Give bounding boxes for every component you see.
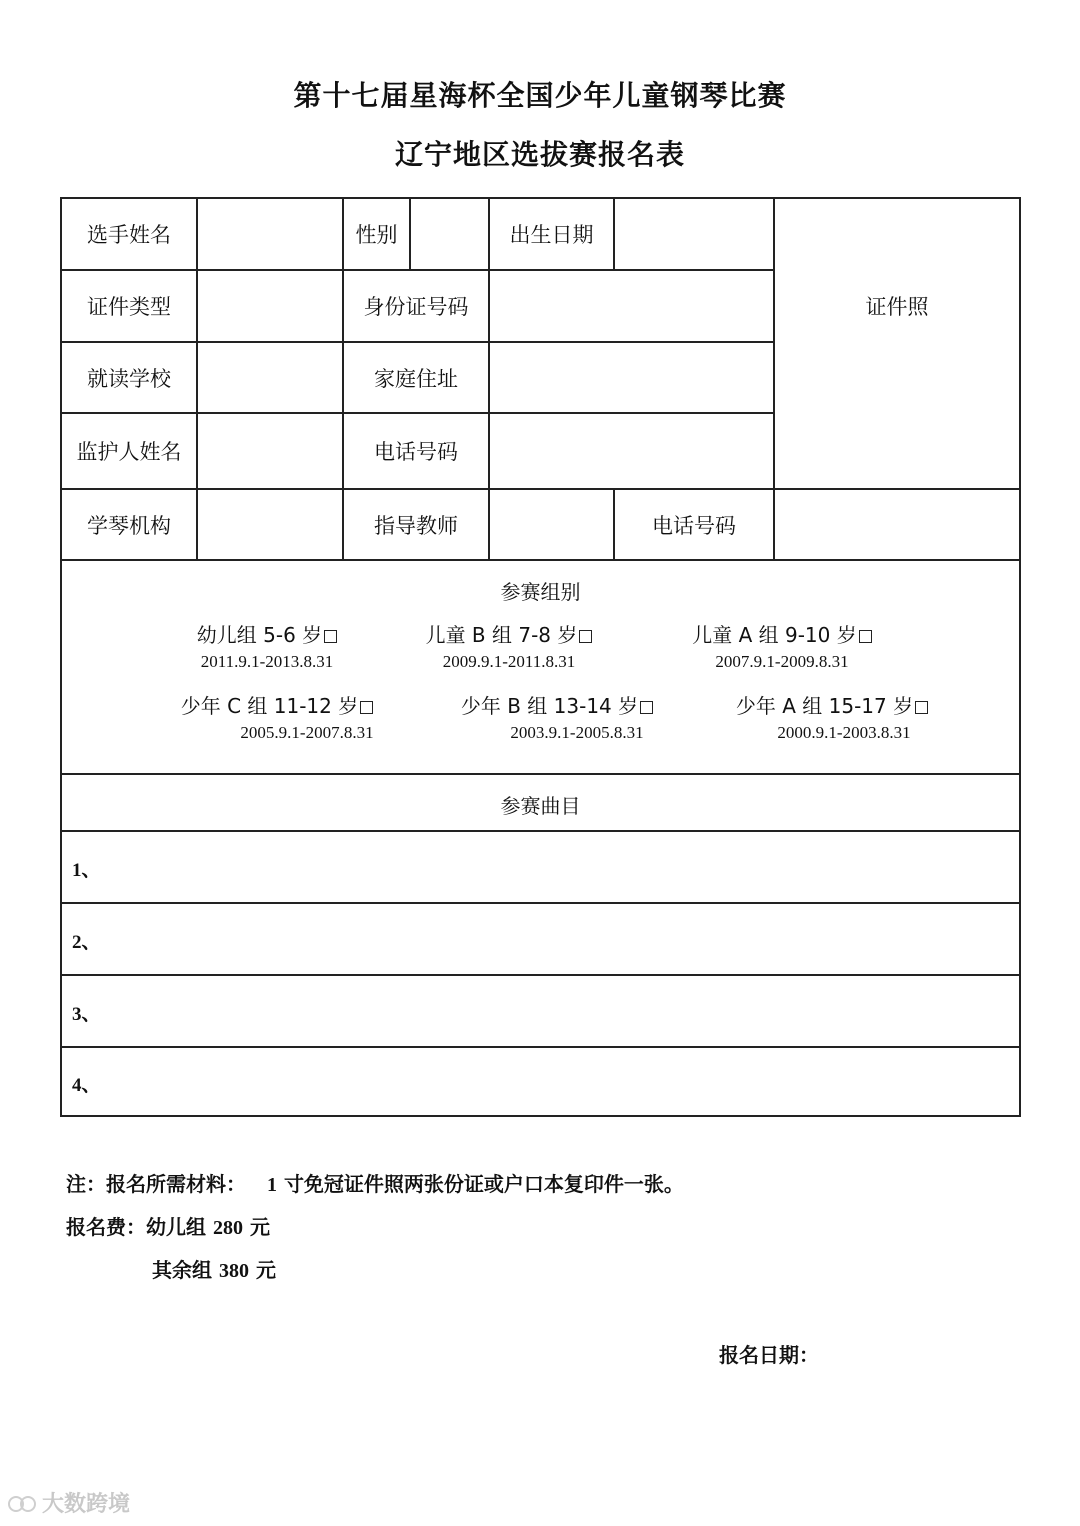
piano-institution-label: 学琴机构 [87, 513, 171, 538]
group-option-child-a[interactable] [662, 619, 902, 672]
group-option-junior-b[interactable] [442, 690, 672, 743]
fee-infant-note [66, 1211, 270, 1240]
id-photo-area[interactable] [775, 199, 1019, 412]
checkbox-icon[interactable] [579, 630, 592, 643]
guardian-phone-label: 电话号码 [374, 440, 458, 464]
gender-label: 性别 [355, 223, 398, 247]
form-title: 第十七届星海杯全国少年儿童钢琴比赛 [293, 79, 787, 112]
fee-other-label: 其余组 [152, 1258, 212, 1282]
materials-label: 注：报名所需材料： [66, 1172, 246, 1196]
id-number-label: 身份证号码 [363, 295, 469, 319]
piano-institution-field[interactable] [198, 490, 342, 559]
fee-unit: 元 [255, 1258, 276, 1282]
id-number-field[interactable] [490, 271, 773, 341]
watermark [6, 1487, 130, 1518]
group-label: 少年 B 组 13-14 岁 [460, 694, 639, 718]
id-photo-label: 证件照 [865, 294, 929, 319]
fee-infant-amount: 280 [212, 1217, 243, 1239]
piece-number: 2、 [72, 932, 101, 953]
group-birth-range: 2009.9.1-2011.8.31 [442, 652, 576, 671]
group-label: 少年 C 组 11-12 岁 [180, 694, 359, 718]
group-birth-range: 2003.9.1-2005.8.31 [510, 723, 644, 742]
group-label: 儿童 A 组 9-10 岁 [692, 623, 857, 647]
piece-number: 4、 [72, 1075, 101, 1096]
checkbox-icon[interactable] [915, 701, 928, 714]
home-address-field[interactable] [490, 343, 773, 412]
group-birth-range: 2007.9.1-2009.8.31 [715, 652, 849, 671]
teacher-phone-field[interactable] [775, 490, 1019, 559]
materials-text: 寸免冠证件照两张份证或户口本复印件一张。 [283, 1172, 684, 1196]
checkbox-icon[interactable] [640, 701, 653, 714]
fee-other-amount: 380 [218, 1260, 249, 1282]
checkbox-icon[interactable] [360, 701, 373, 714]
watermark-text: 大数跨境 [42, 1492, 131, 1517]
player-name-field[interactable] [198, 199, 342, 269]
school-label: 就读学校 [87, 366, 171, 391]
guardian-name-label: 监护人姓名 [76, 440, 182, 464]
group-label: 儿童 B 组 7-8 岁 [425, 623, 578, 647]
pieces-section-title: 参赛曲目 [500, 794, 581, 818]
teacher-phone-label: 电话号码 [652, 513, 736, 538]
gender-field[interactable] [411, 199, 488, 269]
registration-form-table [60, 197, 1021, 1117]
player-name-label: 选手姓名 [87, 223, 171, 247]
id-type-field[interactable] [198, 271, 342, 341]
group-option-junior-a[interactable] [712, 690, 952, 743]
group-label: 少年 A 组 15-17 岁 [735, 694, 914, 718]
piece-field-3[interactable] [122, 976, 1017, 1046]
checkbox-icon[interactable] [324, 630, 337, 643]
group-option-infant[interactable] [162, 619, 372, 672]
teacher-field[interactable] [490, 490, 613, 559]
group-option-child-b[interactable] [404, 619, 614, 672]
guardian-phone-field[interactable] [490, 414, 773, 488]
form-subtitle: 辽宁地区选拔赛报名表 [394, 138, 685, 171]
piece-field-1[interactable] [122, 832, 1017, 902]
piece-number: 1、 [72, 860, 101, 881]
birth-date-field[interactable] [615, 199, 773, 269]
fee-infant-label: 幼儿组 [146, 1215, 206, 1239]
group-birth-range: 2000.9.1-2003.8.31 [777, 723, 911, 742]
materials-note [66, 1168, 684, 1197]
piece-field-4[interactable] [122, 1048, 1017, 1115]
group-option-junior-c[interactable] [157, 690, 397, 743]
teacher-label: 指导教师 [374, 513, 458, 538]
id-type-label: 证件类型 [87, 295, 171, 319]
watermark-logo-icon [6, 1492, 36, 1514]
fee-label: 报名费： [66, 1215, 146, 1239]
fee-other-note [152, 1254, 276, 1283]
groups-section-title: 参赛组别 [500, 580, 581, 604]
group-birth-range: 2011.9.1-2013.8.31 [200, 652, 334, 671]
birth-date-label: 出生日期 [509, 223, 594, 247]
piece-field-2[interactable] [122, 904, 1017, 974]
group-label: 幼儿组 5-6 岁 [196, 623, 323, 647]
piece-number: 3、 [72, 1004, 101, 1025]
materials-number: 1 [266, 1174, 277, 1196]
guardian-name-field[interactable] [198, 414, 342, 488]
home-address-label: 家庭住址 [374, 366, 458, 391]
fee-unit: 元 [249, 1215, 270, 1239]
checkbox-icon[interactable] [859, 630, 872, 643]
group-birth-range: 2005.9.1-2007.8.31 [240, 723, 374, 742]
registration-date-label: 报名日期： [719, 1343, 819, 1367]
school-field[interactable] [198, 343, 342, 412]
